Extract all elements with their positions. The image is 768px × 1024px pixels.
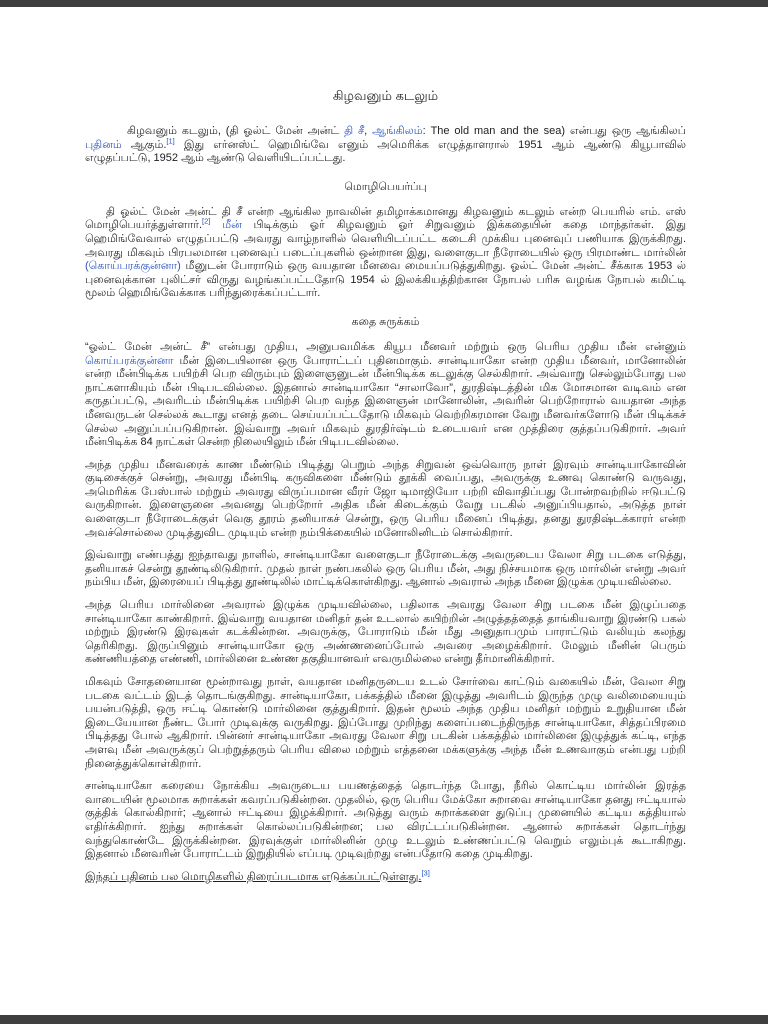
wiki-link[interactable]: ஆங்கிலம் — [372, 125, 423, 137]
paragraph — [85, 780, 686, 862]
wiki-link[interactable]: மீன் — [222, 219, 242, 232]
wiki-link[interactable]: (கொய்பரக்குன்னா) — [85, 260, 181, 273]
text-run: இந்தப் புதினம் பல மொழிகளில் திரைப்படமாக எடுக்கப்பட்டுள்ளது. — [85, 870, 422, 883]
text-run: மீனுடன் போராடும் ஒரு வயதான மீனவை மையப்படுத்துகிறது. ஓல்ட் மேன் அன்ட் சீக்காக 1953 ல் புனைவுக்கான புலிட்சர் விருது வழங்கப்பட்டதோடு 1954 ல் இலக்கியத்திற்கான நோபல் பரிசு வழங்க நோபல் கமிட்டி மூலம் ஹெமிங்வேக்காக பரிந்துரைக்கப்பட்டார். — [85, 260, 686, 300]
paragraph — [85, 549, 686, 590]
reference-link[interactable]: [3] — [421, 868, 430, 878]
text-run: மிகவும் சோதனையான மூன்றாவது நாள், வயதான மனிதருடைய உடல் சோர்வை காட்டும் வகையில் மீன், வேலா சிறு படகை வட்டம் இடத் தொடங்குகிறது. சான்டியாகோ, பக்கத்தில் மீனை இழுத்து அவரிடம் இருந்த முழு வலிமையையும் பயன்படுத்தி, ஒரு ஈட்டி கொண்டு மார்லினை குத்துகிறார். இதன் மூலம் அந்த முதிய மனிதர் மற்றும் உறுதியான மீன் இடையேயான நீண்ட போர் முடிவுக்கு வருகிறது. இப்போது முறிந்து களைப்படைந்திருந்த சான்டியாகோ, சித்தப்பிரமை பிடித்தது போல் ஆகிறார். பின்னர் சான்டியாகோ அவரது வேலா சிறு படகின் பக்கத்தில் மார்லினை இழுத்துக் கட்டி, எந்த அளவு மீன் அவருக்குப் பெற்றுத்தரும் பெரிய விலை மற்றும் எத்தனை மக்களுக்கு அந்த மீன் உணவாகும் என்பது பற்றி நினைத்துக்கொள்கிறார். — [85, 676, 686, 770]
wiki-link[interactable]: தி சீ — [344, 125, 365, 137]
reference-link[interactable]: [2] — [202, 216, 211, 226]
text-run: இவ்வாறு எண்பத்து ஐந்தாவது நாளில், சான்டியாகோ வளைகுடா நீரோடைக்கு அவருடைய வேலா சிறு படகை எடுத்து, தனியாகச் சென்று தூண்டிலிடுகிறார். முதல் நாள் நண்பகலில் ஒரு பெரிய மீன், அது நிச்சயமாக ஒரு மார்லின் என்று அவர் நம்பிய மீன், இரையைப் பிடித்து தூண்டிலில் மாட்டிக்கொள்கிறது. ஆனால் அவரால் அந்த மீனை இழுக்க முடியவில்லை. — [85, 549, 686, 589]
paragraph — [85, 459, 686, 541]
reference-superscript — [166, 136, 174, 145]
text-run: கிழவனும் கடலும், (தி ஓல்ட் மேன் அன்ட் — [127, 125, 345, 137]
paragraph — [85, 125, 686, 166]
text-run: அந்த பெரிய மார்லினை அவரால் இழுக்க முடியவில்லை, பதிலாக அவரது வேலா சிறு படகை மீன் இழுப்பதை சான்டியாகோ காண்கிறார். இவ்வாறு வயதான மனிதர் தன் உடலால் கயிற்றின் அழுத்தத்தைத் தாங்கியவாறு இரண்டு பகல் மற்றும் இரண்டு இரவுகள் கடக்கின்றன. அவருக்கு, போராடும் மீன் மீது அனுதாபமும் பாராட்டும் வலியும் கலந்து தெரிகிறது. இருப்பினும் சான்டியாகோ ஒரு அண்ணனைப்போல் அவரை அழைக்கிறார். மேலும் மீனின் பெரும் கண்ணியத்தை எண்ணி, மார்லினை உண்ண தகுதியானவர் எவருமில்லை என்று தீர்மானிக்கிறார். — [85, 599, 686, 666]
text-run: : The old man and the sea) என்பது ஒரு ஆங்கிலப் — [422, 125, 686, 137]
paragraph — [85, 599, 686, 667]
section-heading: கதை சுருக்கம் — [351, 315, 420, 328]
paragraph — [85, 676, 686, 771]
article-sections — [85, 125, 686, 884]
wiki-link[interactable]: புதினம் — [85, 138, 122, 151]
section-heading: மொழிபெயர்ப்பு — [344, 180, 427, 193]
text-run: அந்த முதிய மீனவரைக் காண மீண்டும் பிடித்து பெறும் அந்த சிறுவன் ஒவ்வொரு நாள் இரவும் சான்டியாகோவின் குடிசைக்குச் சென்று, அவரது மீன்பிடி கருவிகளை மீண்டும் தூக்கி வைப்பது, அவருக்கு உணவு கொண்டு வருவது, அமெரிக்க பேஸ்பால் மற்றும் அவரது விருப்பமான வீரர் ஜோ டிமாஜியோ பற்றி விவாதிப்பது போன்றவற்றில் ஈடுபட்டு வருகிறான். இளைஞனை அவனது பெற்றோர் அதிக மீன் கிடைக்கும் வேறு படகில் அனுப்பியதால், அடுத்த நாள் வளைகுடா நீரோடைக்குள் வெகு தூரம் தனியாகச் சென்று, ஒரு பெரிய மீனைப் பிடித்து, தனது துரதிஷ்டக்காரர் என்ற அவச்சொல்லை முடித்துவிட முடியும் என்ற நம்பிக்கையில் மனோலினிடம் சொல்கிறார். — [85, 458, 686, 539]
reference-superscript — [421, 868, 429, 877]
text-run — [210, 219, 222, 231]
text-run: , — [364, 125, 373, 137]
viewer-bottom-bar — [0, 1015, 768, 1024]
text-run: தி ஓல்ட் மேன் அன்ட் தி சீ என்ற ஆங்கில நாவலின் தமிழாக்கமானது கிழவனும் கடலும் என்ற பெயரில் எம். எஸ் மொழிபெயர்த்துள்ளார். — [85, 205, 686, 232]
paragraph — [85, 868, 686, 885]
text-run: இது எர்னஸ்ட் ஹெமிங்வே எனும் அமெரிக்க எழுத்தாளரால் 1951 ஆம் ஆண்டு கியூபாவில் எழுதப்பட்டு, 1952 ஆம் ஆண்டு வெளியிடப்பட்டது. — [85, 138, 687, 165]
article-title: கிழவனும் கடலும் — [332, 88, 439, 103]
wiki-link[interactable]: கொய்பரக்குன்னா — [85, 354, 174, 367]
text-run: மீன் இடையிலான ஒரு போராட்டப் புதினமாகும். சான்டியாகோ என்ற முதிய மீனவர், மானோலின் என்ற மீன்பிடிக்க பயிற்சி பெற விரும்பும் இளைஞனுடன் மீன்பிடிக்க கடலுக்கு செல்கிறார். அவ்வாறு செல்லும்போது பல நாட்களாகியும் மீன் பிடிபடவில்லை. இதனால் சான்டியாகோ “சாலாவோ”, துரதிஷ்டத்தின் மிக மோசமான வடிவம் என கருதப்பட்டு, அவரிடம் மீன்பிடிக்க பயிற்சி பெற வந்த இளைஞன் மானோலின், அவரின் பெற்றோரால் வயதான அந்த மீனவருடன் செல்லக் கூடாது எனத் தடை செய்யப்பட்டதோடு மிகவும் வெற்றிகரமான வேறு மீனவர்களோடு மீன் பிடிக்கச் செல்ல அனுப்பப்படுகிறான். இவ்வாறு அவர் மிகவும் துரதிர்ஷ்டம் உடையவர் என முத்திரை குத்தப்படுகிறார். அவர் மீன்பிடிக்க 84 நாட்கள் சென்ற நிலையிலும் மீன் பிடிபடவில்லை. — [85, 354, 686, 449]
text-run: ஆகும். — [121, 138, 167, 151]
reference-link[interactable]: [1] — [166, 135, 175, 145]
paragraph — [85, 341, 686, 450]
text-run: சான்டியாகோ கரையை நோக்கிய அவருடைய பயணத்தைத் தொடர்ந்த போது, நீரில் கொட்டிய மார்லின் இரத்த வாடையின் மூலமாக சுறாக்கள் கவரப்படுகின்றன. முதலில், ஒரு பெரிய மேக்கோ சுறாவை சான்டியாகோ தனது ஈட்டியால் குத்திக் கொல்கிறார்; ஆனால் ஈட்டியை இழக்கிறார். அடுத்து வரும் சுறாக்களை துடுப்பு முனையில் கட்டிய கத்தியால் எதிர்க்கிறார். ஐந்து சுறாக்கள் கொல்லப்படுகின்றன; பல விரட்டப்படுகின்றன. ஆனால் சுறாக்கள் தொடர்ந்து வந்துகொண்டே இருக்கின்றன. இரவுக்குள் மார்லினின் முழு உடலும் உண்ணப்பட்டு வெறும் எலும்புக் கூடாகிறது. இதனால் மீனவரின் போராட்டம் இறுதியில் எப்படி முடிவுற்றது என்பதோடு கதை முடிகிறது. — [85, 780, 686, 861]
text-run: “ஓல்ட் மேன் அன்ட் சீ” என்பது முதிய, அனுபவமிக்க கியூப மீனவர் மற்றும் ஒரு பெரிய முதிய மீன் என்னும் — [85, 340, 686, 353]
paragraph — [85, 206, 686, 301]
text-run: பிடிக்கும் ஓர் கிழவனும் ஓர் சிறுவனும் இக்கதையின் கதை மாந்தர்கள். இது ஹெமிங்வேவால் எழுதப்பட்டு அவரது வாழ்நாளில் வெளியிடப்பட்ட கடைசி முக்கிய புனைவுப் பணியாக இருக்கிறது. அவரது மிகவும் பிரபலமான புனைவுப் படைப்புகளில் ஒன்றான இது, வளைகுடா நீரோடையில் ஒரு பிரமாண்ட மார்லின் — [85, 219, 686, 259]
